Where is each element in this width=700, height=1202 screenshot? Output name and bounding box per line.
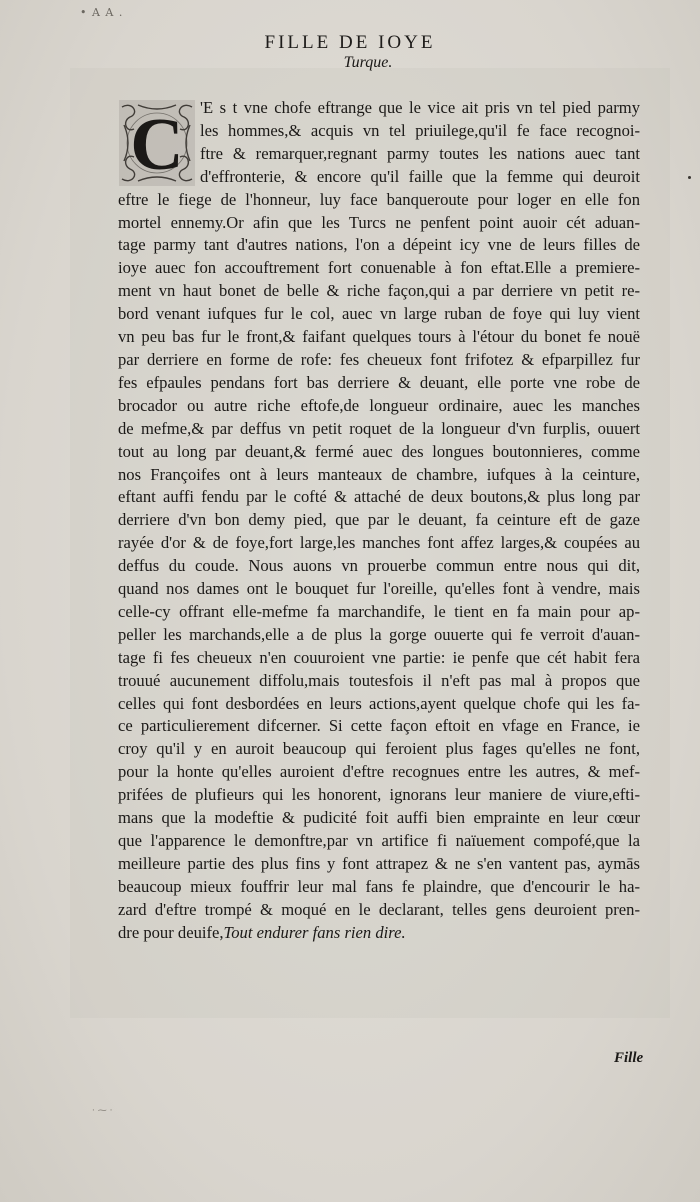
- corner-mark: • A A .: [80, 6, 124, 19]
- subtitle: Turque.: [343, 54, 393, 71]
- text-line: trouué aucunement diffolu,mais toutesfois il n'eft pas mal à propos que: [118, 670, 640, 690]
- text-line: quand nos dames ont le bouquet fur l'oreille, qu'elles font à vendre, mais: [118, 579, 640, 599]
- body-text: [118, 97, 640, 945]
- text-line: eftant auffi fendu par le cofté & attaché de deux boutons,& plus long par: [118, 487, 640, 507]
- text-line: zard d'eftre trompé & moqué en le declarant, telles gens deuroient pren-: [118, 899, 640, 919]
- text-line: celle-cy offrant elle-mefme fa marchandife, le tient en fa main pour ap-: [118, 601, 640, 621]
- text-line: croy qu'il y en auroit beaucoup qui feroient plus fages qu'elles ne font,: [118, 739, 640, 759]
- motto: Tout endurer fans rien dire.: [223, 922, 406, 942]
- text-line: ioye auec fon accouftrement fort conuenable à fon eftat.Elle a premiere-: [118, 258, 640, 278]
- text-line: par derriere en forme de rofe: fes cheueux font frifotez & efparpillez fur: [118, 349, 640, 369]
- text-line: celles qui font desbordées en leurs actions,ayent quelque chofe qui les fa-: [118, 693, 640, 713]
- text-line: ment vn haut bonet de belle & riche façon,qui a par derriere vn petit re-: [118, 281, 640, 301]
- text-line: ftre & remarquer,regnant parmy toutes les nations auec tant: [200, 143, 640, 163]
- margin-speck: [688, 176, 691, 179]
- text-line: bord venant iufques fur le col, auec vn large ruban de foye qui luy vient: [118, 304, 640, 324]
- text-line: rayée d'or & de foye,fort large,les manches font affez larges,& coupées au: [118, 533, 640, 553]
- text-line: les hommes,& acquis vn tel priuilege,qu'il fe face recognoi-: [200, 120, 640, 140]
- text-line: beaucoup mieux fouffrir leur mal fans fe plaindre, que d'encourir le ha-: [118, 876, 640, 896]
- text-line: vn peu bas fur le front,& faifant quelques tours à l'étour du bonet fe nouë: [118, 327, 640, 347]
- text-line: tout au long par deuant,& fermé auec des longues boutonnieres, comme: [118, 441, 640, 461]
- text-line: d'effronterie, & encore qu'il faille que la femme qui deuroit: [200, 166, 640, 186]
- text-line: que l'apparence le demonftre,par vn artifice fi naïuement compofé,que la: [118, 831, 640, 850]
- text-line: derriere d'vn bon demy pied, que par le deuant, fa ceinture eft de gaze: [118, 510, 640, 530]
- text-line: peller les marchands,elle a de plus la gorge ouuerte qui fe verroit d'auan-: [118, 624, 640, 644]
- text-line: mortel ennemy.Or afin que les Turcs ne penfent point auoir cét aduan-: [118, 212, 640, 232]
- text-line: mans que la modeftie & pudicité foit auffi bien emprainte en leur cœur: [118, 808, 640, 828]
- text-line: 'E s t vne chofe eftrange que le vice ait pris vn tel pied parmy: [200, 98, 640, 117]
- text-line: deffus du coude. Nous auons vn prouerbe commun entre nous qui dit,: [118, 556, 640, 576]
- catchword: Fille: [614, 1050, 644, 1066]
- text-line: pour la honte qu'elles auroient d'eftre recognues entre les autres, & mef-: [118, 762, 640, 782]
- text-line: nos Françoifes ont à leurs manteaux de chambre, iufques à la ceinture,: [118, 464, 640, 484]
- drop-cap-letter: C: [130, 104, 184, 186]
- text-line: tage fi fes cheueux n'en couuroient vne partie: ie penfe que cét habit fera: [118, 647, 640, 667]
- text-line: de mefme,& par deffus vn petit roquet de la longueur d'vn furplis, ouuert: [118, 418, 640, 438]
- running-head: FILLE DE IOYE: [264, 32, 436, 53]
- text-line: meilleure partie des plus fins y font attrapez & ne s'en vantent pas, aymās: [118, 853, 640, 873]
- text-line: eftre le fiege de l'honneur, luy face banqueroute pour loger en elle fon: [118, 189, 640, 209]
- text-line: prifées de plufieurs qui les honorent, ignorans leur maniere de viure,efti-: [118, 785, 640, 805]
- text-line: ce particulierement difcerner. Si cette façon eftoit en vfage en France, ie: [118, 716, 640, 736]
- text-line: dre pour deuife,Tout endurer fans rien dire.: [118, 922, 406, 942]
- bottom-mark: · ⁓ ·: [92, 1106, 113, 1116]
- text-line: tage parmy tant d'autres nations, l'on a dépeint icy vne de leurs filles de: [118, 235, 640, 255]
- text-line: fes efpaules pendans fort bas derriere & deuant, elle porte vne robe de: [118, 372, 640, 392]
- text-line: brocador ou autre riche eftofe,de longueur ordinaire, auec les manches: [118, 395, 640, 415]
